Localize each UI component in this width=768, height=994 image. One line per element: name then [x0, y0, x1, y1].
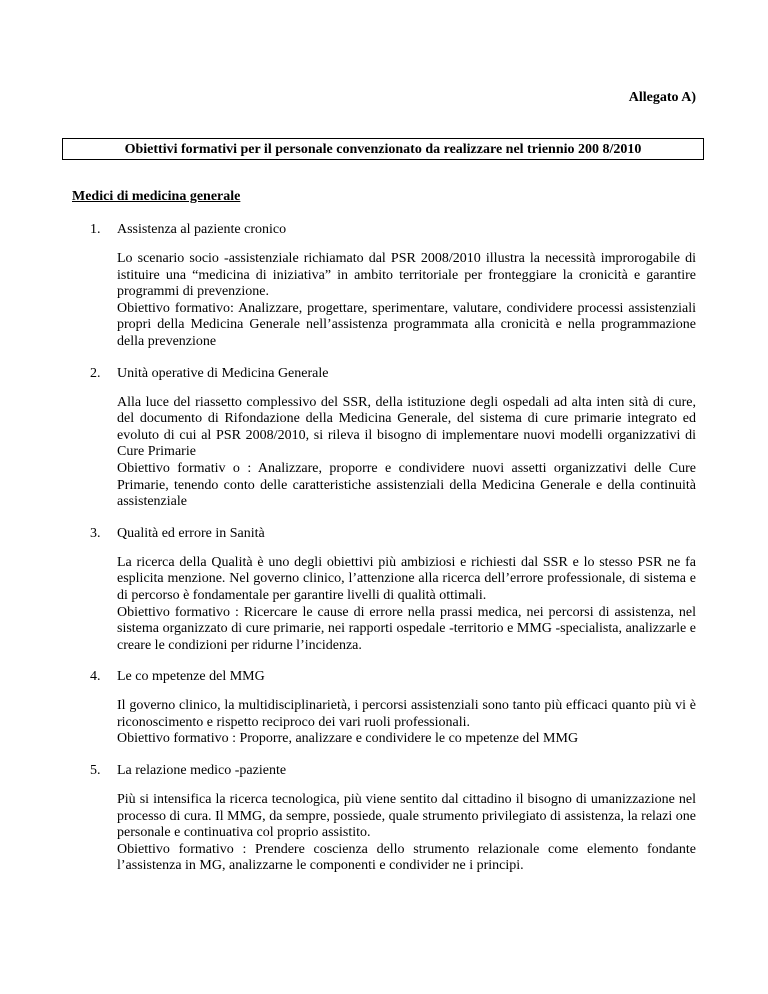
item-body: [117, 698, 696, 748]
item-heading-text: Qualità ed errore in Sanità: [117, 525, 265, 541]
item-number: 5.: [90, 763, 101, 779]
item-number: 4.: [90, 669, 101, 685]
item-paragraph: Più si intensifica la ricerca tecnologica, più viene sentito dal cittadino il bisogno di umanizzazione nel processo di cura. Il MMG, da sempre, possiede, quale strumento privilegiato di assistenza, la relazi one personale e continuativa col proprio assistito.: [117, 792, 696, 841]
item-heading-text: Unità operative di Medicina Generale: [117, 365, 329, 381]
item-number: 1.: [90, 222, 101, 237]
list-item: [0, 222, 768, 351]
item-number: 2.: [90, 365, 101, 381]
item-paragraph: Alla luce del riassetto complessivo del SSR, della istituzione degli ospedali ad alta inten sità di cure, del documento di Rifondazione della Medicina Generale, del sistema di cure primarie integrato ed evoluto di cui al PSR 2008/2010, si rileva il bisogno di implementare nuovi modelli organizzativi di Cure Primarie: [117, 394, 696, 460]
item-heading: [0, 526, 768, 543]
item-heading: [0, 366, 768, 383]
item-objective: Obiettivo formativo: Analizzare, progettare, sperimentare, valutare, condividere processi assistenziali propri della Medicina Generale nell’assistenza programmata alla cronicità e nella programmazione della prevenzione: [117, 300, 696, 349]
list-item: [0, 763, 768, 875]
item-paragraph: Lo scenario socio -assistenziale richiamato dal PSR 2008/2010 illustra la necessità improrogabile di istituire una “medicina di iniziativa” in ambito territoriale per fronteggiare la cronicità e garantire programmi di prevenzione.: [117, 251, 696, 300]
list-item: [0, 366, 768, 511]
document-title: Obiettivi formativi per il personale convenzionato da realizzare nel triennio 200 8/2010: [62, 138, 704, 160]
item-heading-text: La relazione medico -paziente: [117, 763, 287, 779]
item-heading: [0, 669, 768, 686]
item-body: [117, 395, 696, 511]
item-heading: [0, 763, 768, 780]
item-body: [117, 555, 696, 655]
item-paragraph: La ricerca della Qualità è uno degli obiettivi più ambiziosi e richiesti dal SSR e lo stesso PSR ne fa esplicita menzione. Nel governo clinico, l’attenzione alla ricerca dell’errore professionale, di sistema e di percorso è fondamentale per garantire livelli di qualità ottimali.: [117, 554, 696, 603]
item-objective: Obiettivo formativ o : Analizzare, proporre e condividere nuovi assetti organizzativi delle Cure Primarie, tenendo conto delle caratteristiche assistenziali della Medicina Generale e della continuità assistenziale: [117, 460, 696, 510]
item-number: 3.: [90, 525, 101, 541]
item-heading: [0, 222, 768, 239]
item-body: [117, 792, 696, 875]
item-objective: Obiettivo formativo : Ricercare le cause di errore nella prassi medica, nei percorsi di assistenza, nel sistema organizzato di cure primarie, nei rapporti ospedale -territorio e MMG -specialista, analizzarle e creare le condizioni per ridurne l’incidenza.: [117, 604, 696, 653]
item-objective: Obiettivo formativo : Proporre, analizzare e condividere le co mpetenze del MMG: [117, 731, 579, 747]
section-title: Medici di medicina generale: [72, 189, 241, 204]
item-heading-text: Le co mpetenze del MMG: [117, 669, 265, 685]
item-body: [117, 251, 696, 351]
item-paragraph: Il governo clinico, la multidisciplinarietà, i percorsi assistenziali sono tanto più efficaci quanto più vi è riconoscimento e rispetto reciproco dei vari ruoli professionali.: [117, 698, 696, 730]
list-item: [0, 526, 768, 655]
objectives-list: [0, 222, 768, 875]
item-heading-text: Assistenza al paziente cronico: [117, 222, 287, 237]
item-objective: Obiettivo formativo : Prendere coscienza dello strumento relazionale come elemento fondante l’assistenza in MG, analizzarne le componenti e condivider ne i principi.: [117, 841, 696, 874]
annex-label: Allegato A): [628, 90, 696, 105]
list-item: [0, 669, 768, 748]
